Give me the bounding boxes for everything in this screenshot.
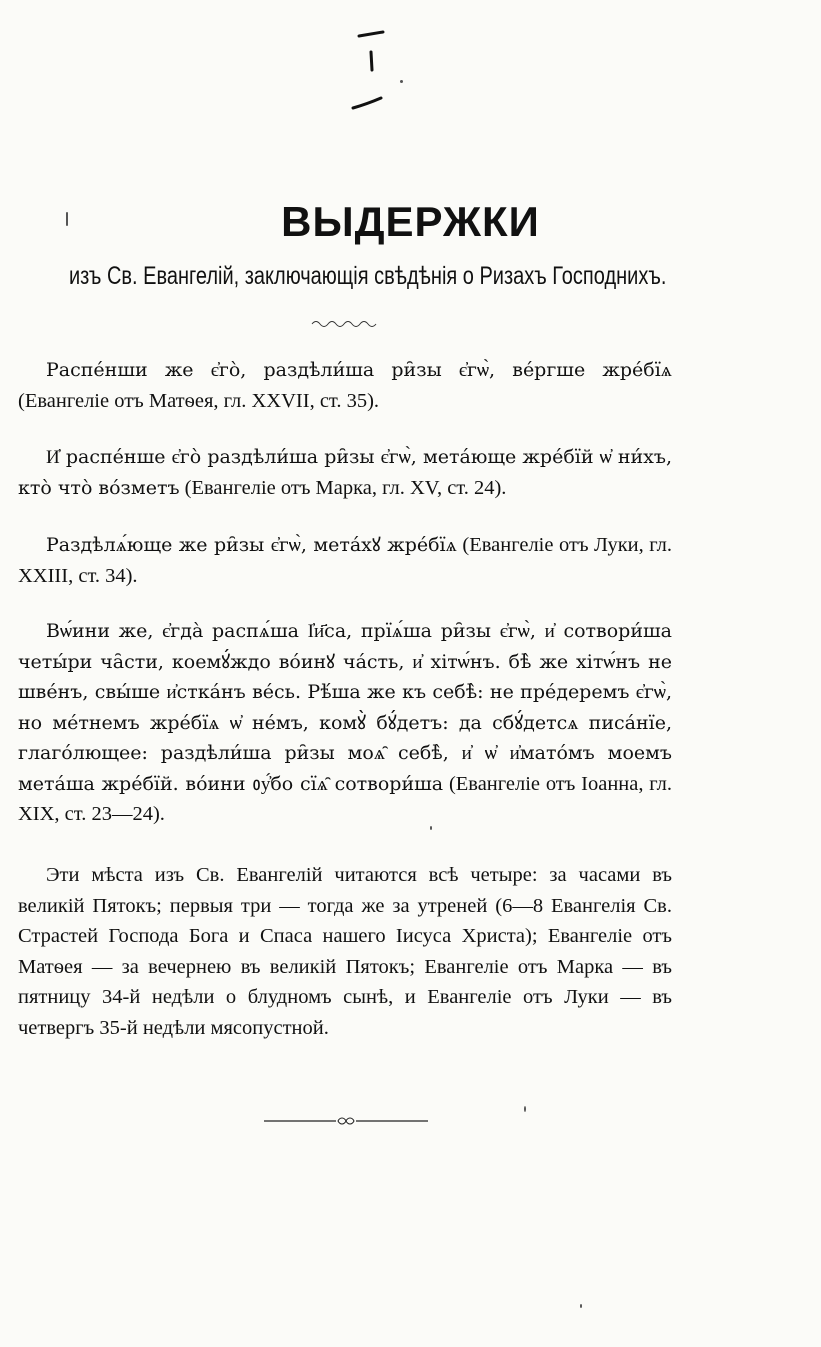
speck [524, 1106, 526, 1112]
speck [580, 1304, 582, 1308]
speck [66, 212, 68, 226]
wavy-ornament-icon [310, 318, 380, 330]
gospel-passage-john [18, 616, 672, 830]
passage-reference: (Евангеліе отъ Іоанна, гл. XIX, ст. 23—24). [18, 772, 673, 825]
handwritten-mark-icon [345, 28, 395, 118]
gospel-passage-mark [18, 442, 672, 503]
speck [400, 80, 403, 83]
slavonic-text: Вѡ́ини же, є҆гда̀ распѧ́ша І҆и҃са, прїѧ́ша ри̑зы є҆гѡ̀, и҆ сотвори́ша четы́ри ча̑сти, коемꙋ́ждо во́инꙋ ча́сть, и҆ хітѡ́нъ. бѣ̀ же хітѡ́нъ не шве́нъ, свы́ше и҆стка́нъ ве́сь. Рѣ́ша же къ себѣ̀: не пре́деремъ є҆гѡ̀, но ме́тнемъ жре́бїѧ ѡ҆ не́мъ, комꙋ̀ бꙋ́детъ: да сбꙋ́детсѧ писа́нїе, глаго́лющее: раздѣли́ша ри̑зы моѧ̑ себѣ̀, и҆ ѡ҆ и҆мато́мъ моемъ мета́ша жре́бїй. во́ини ᲂу҆́бо сїѧ̑ сотвори́ша [18, 620, 672, 795]
slavonic-text: Раздѣлѧ́юще же ри̑зы є҆гѡ̀, мета́хꙋ жре́бїѧ [46, 534, 457, 556]
passage-reference: (Евангеліе отъ Луки, гл. XXIII, ст. 34). [18, 534, 673, 587]
passage-reference: (Евангеліе отъ Марка, гл. XV, ст. 24). [184, 476, 507, 499]
reading-note: Эти мѣста изъ Св. Евангелій читаются всѣ четыре: за часами въ великій Пятокъ; первыя три — тогда же за утреней (6—8 Евангелія Св. Страстей Господа Бога и Спаса нашего Іисуса Христа); Евангеліе отъ Матѳея — за вечернею въ великій Пятокъ; Евангеліе отъ Марка — въ пятницу 34-й недѣли о блудномъ сынѣ, и Евангеліе отъ Луки — въ четвергъ 35-й недѣли мясопустной. [18, 864, 672, 1039]
page-subtitle: изъ Св. Евангелій, заключающія свѣдѣнія о Ризахъ Господнихъ. [69, 262, 667, 290]
end-ornament-icon [262, 1114, 430, 1128]
page-title: ВЫДЕРЖКИ [281, 198, 540, 245]
gospel-passage-luke [18, 530, 672, 591]
slavonic-text: Распе́нши же є҆го̀, раздѣли́ша ри̑зы є҆гѡ̀, ве́ргше жре́бїѧ [46, 359, 672, 381]
passage-reference: (Евангеліе отъ Матѳея, гл. XXVII, ст. 35). [18, 389, 380, 412]
slavonic-text: И҆ распе́нше є҆го̀ раздѣли́ша ри̑зы є҆гѡ̀, мета́юще жре́бїй ѡ҆ ни́хъ, кто̀ что̀ во́зметъ [18, 446, 672, 499]
speck [430, 826, 432, 830]
gospel-passage-matthew [18, 355, 672, 416]
